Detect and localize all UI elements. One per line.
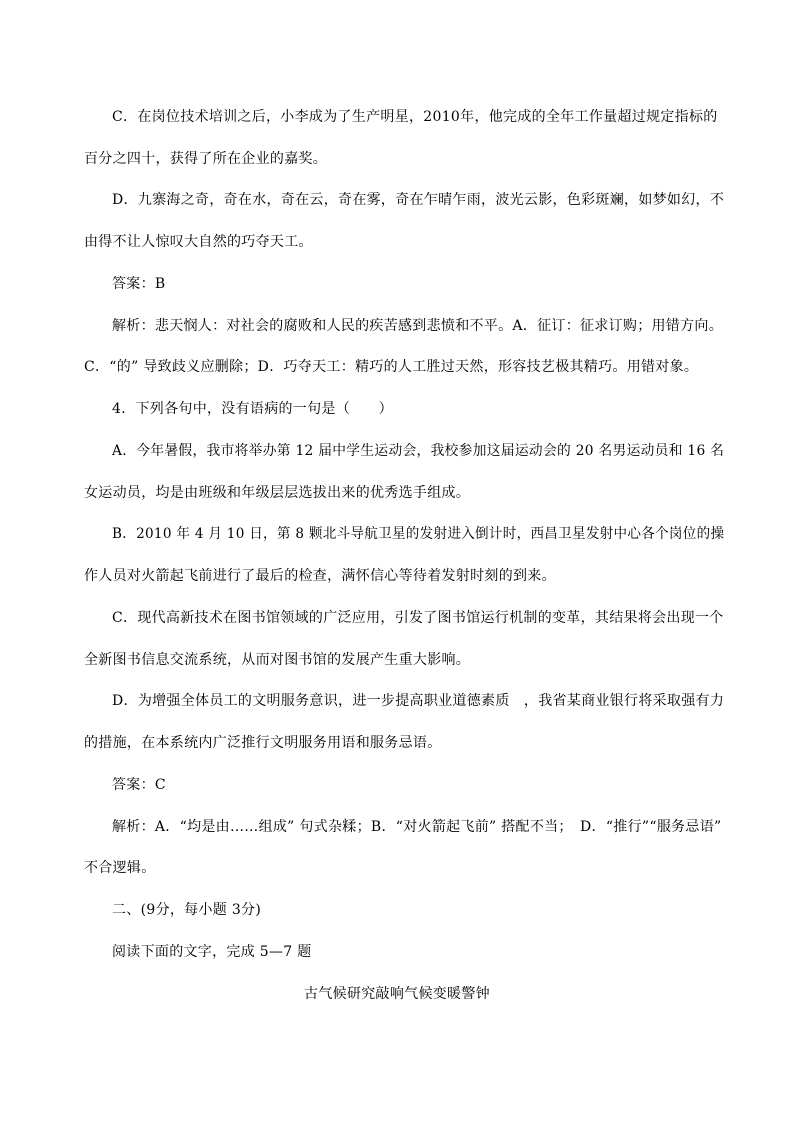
option-c-prev-line2: 百分之四十，获得了所在企业的嘉奖。	[84, 151, 328, 167]
analysis-q4-line2: 不合逻辑。	[84, 860, 156, 876]
article-title: 古气候研究敲响气候变暖警钟	[304, 986, 490, 1002]
q4-option-b-line1: B．2010 年 4 月 10 日，第 8 颗北斗导航卫星的发射进入倒计时，西昌卫星发射中心各个岗位的操	[112, 526, 725, 542]
answer-q4: 答案：C	[112, 777, 166, 793]
option-d-prev-line2: 由得不让人惊叹大自然的巧夺天工。	[84, 234, 313, 250]
question-4: 4．下列各句中，没有语病的一句是（ ）	[112, 401, 393, 417]
q4-option-d-line2: 的措施，在本系统内广泛推行文明服务用语和服务忌语。	[84, 735, 442, 751]
analysis-prev-line2: C．“的” 导致歧义应删除；D．巧夺天工：精巧的人工胜过天然，形容技艺极其精巧。用错对象。	[84, 359, 699, 375]
option-c-prev-line1: C．在岗位技术培训之后，小李成为了生产明星，2010年，他完成的全年工作量超过规定指标的	[112, 109, 718, 125]
analysis-q4-line1: 解析：A．“均是由……组成” 句式杂糅；B．“对火箭起飞前” 搭配不当； D．“推行”“服务忌语”	[112, 819, 722, 835]
reading-instruction: 阅读下面的文字，完成 5—7 题	[112, 944, 312, 960]
q4-option-d-line1: D．为增强全体员工的文明服务意识，进一步提高职业道德素质 ，我省某商业银行将采取强有力	[112, 693, 725, 709]
option-d-prev-line1: D．九寨海之奇，奇在水，奇在云，奇在雾，奇在乍晴乍雨，波光云影，色彩斑斓，如梦如幻，不	[112, 192, 725, 208]
answer-prev: 答案：B	[112, 276, 166, 292]
q4-option-c-line1: C．现代高新技术在图书馆领域的广泛应用，引发了图书馆运行机制的变革，其结果将会出现一个	[112, 610, 724, 626]
q4-option-a-line2: 女运动员，均是由班级和年级层层选拔出来的优秀选手组成。	[84, 485, 471, 501]
q4-option-b-line2: 作人员对火箭起飞前进行了最后的检查，满怀信心等待着发射时刻的到来。	[84, 568, 556, 584]
q4-option-c-line2: 全新图书信息交流系统，从而对图书馆的发展产生重大影响。	[84, 652, 471, 668]
q4-option-a-line1: A．今年暑假，我市将举办第 12 届中学生运动会，我校参加这届运动会的 20 名男运动员和 16 名	[112, 443, 725, 459]
section-2-heading: 二、(9分，每小题 3分)	[112, 902, 262, 918]
analysis-prev-line1: 解析：悲天悯人：对社会的腐败和人民的疾苦感到悲愤和不平。A．征订：征求订购；用错方向。	[112, 318, 724, 334]
